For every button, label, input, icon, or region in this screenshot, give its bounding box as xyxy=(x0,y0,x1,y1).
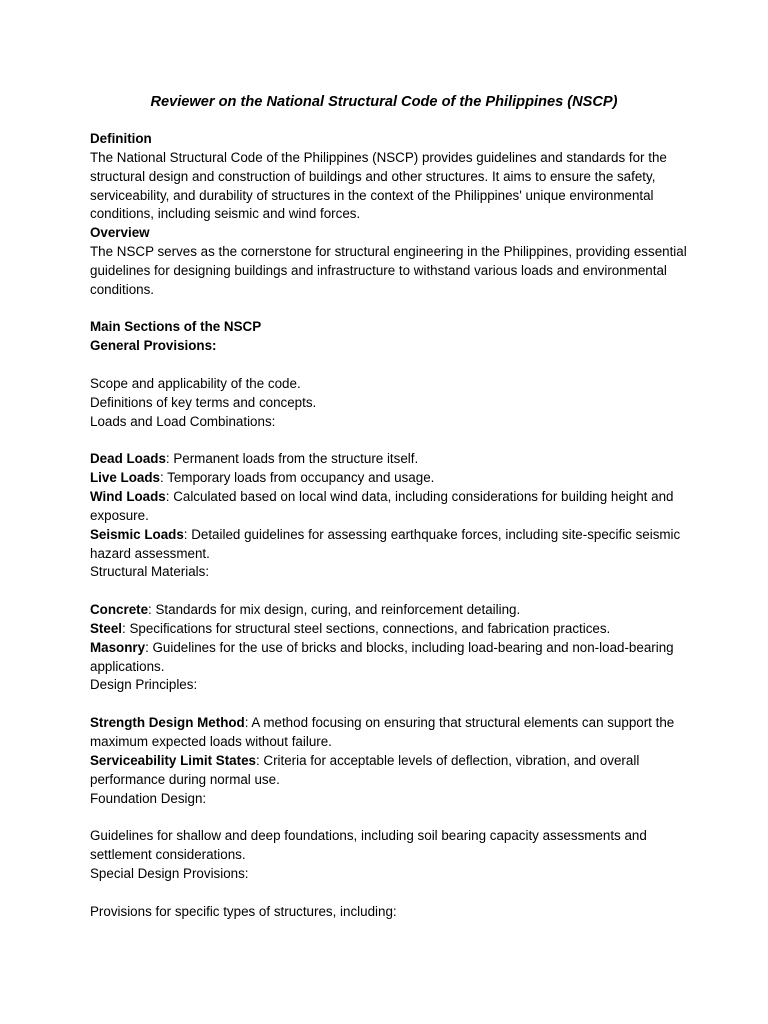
spacer xyxy=(90,695,690,714)
definition-heading: Definition xyxy=(90,131,152,146)
general-provisions-heading: General Provisions: xyxy=(90,338,217,354)
desc: : Specifications for structural steel sections, connections, and fabrication practices. xyxy=(122,620,611,636)
material-concrete xyxy=(90,601,690,620)
material-masonry xyxy=(90,639,690,677)
foundation-text: Guidelines for shallow and deep foundations, including soil bearing capacity assessments and settlement considerations. xyxy=(90,828,647,863)
desc: : Standards for mix design, curing, and reinforcement detailing. xyxy=(148,602,521,618)
desc: : Calculated based on local wind data, including considerations for building height and exposure. xyxy=(90,489,674,523)
general-item-loads: Loads and Load Combinations: xyxy=(90,413,276,429)
spacer xyxy=(90,432,690,451)
desc: : Guidelines for the use of bricks and blocks, including load-bearing and non-load-bearing applications. xyxy=(90,639,674,674)
load-dead xyxy=(90,450,690,469)
general-item-definitions: Definitions of key terms and concepts. xyxy=(90,394,317,410)
load-seismic xyxy=(90,526,690,564)
special-text: Provisions for specific types of structures, including: xyxy=(90,903,397,919)
desc: : Criteria for acceptable levels of deflection, vibration, and overall performance during normal use. xyxy=(90,752,640,787)
load-live xyxy=(90,469,690,488)
spacer xyxy=(90,300,690,319)
design-principles-label: Design Principles: xyxy=(90,677,198,693)
spacer xyxy=(90,884,690,903)
overview-text: The NSCP serves as the cornerstone for structural engineering in the Philippines, providing essential guidelines for designing buildings and infrastructure to withstand various loads and environmental conditions. xyxy=(90,244,687,297)
spacer xyxy=(90,356,690,375)
term: Masonry xyxy=(90,639,146,655)
term: Live Loads xyxy=(90,470,160,486)
desc: : Detailed guidelines for assessing earthquake forces, including site-specific seismic hazard assessment. xyxy=(90,526,681,561)
term: Seismic Loads xyxy=(90,526,184,542)
term: Wind Loads xyxy=(90,489,166,505)
term: Dead Loads xyxy=(90,451,166,467)
spacer xyxy=(90,808,690,827)
special-provisions-label: Special Design Provisions: xyxy=(90,865,249,881)
structural-materials-label: Structural Materials: xyxy=(90,564,210,580)
desc: : Temporary loads from occupancy and usage. xyxy=(159,470,435,486)
principle-strength xyxy=(90,714,690,752)
term: Concrete xyxy=(90,602,149,618)
term: Strength Design Method xyxy=(90,715,245,731)
foundation-design-label: Foundation Design: xyxy=(90,790,207,806)
main-sections-heading: Main Sections of the NSCP xyxy=(90,319,262,335)
desc: : A method focusing on ensuring that structural elements can support the maximum expected loads without failure. xyxy=(90,715,675,749)
material-steel xyxy=(90,620,690,639)
principle-serviceability xyxy=(90,752,690,790)
term: Steel xyxy=(90,620,123,636)
document-body xyxy=(90,130,690,921)
overview-heading: Overview xyxy=(90,225,150,241)
load-wind xyxy=(90,488,690,526)
definition-text: The National Structural Code of the Philippines (NSCP) provides guidelines and standards for the structural design and construction of buildings and other structures. It aims to ensure the safety, serviceability, and durability of structures in the context of the Philippines' unique environmental conditions, including seismic and wind forces. xyxy=(90,149,667,222)
document-title: Reviewer on the National Structural Code of the Philippines (NSCP) xyxy=(150,94,618,110)
spacer xyxy=(90,582,690,601)
term: Serviceability Limit States xyxy=(90,752,256,768)
desc: : Permanent loads from the structure itself. xyxy=(165,451,419,467)
general-item-scope: Scope and applicability of the code. xyxy=(90,375,301,391)
